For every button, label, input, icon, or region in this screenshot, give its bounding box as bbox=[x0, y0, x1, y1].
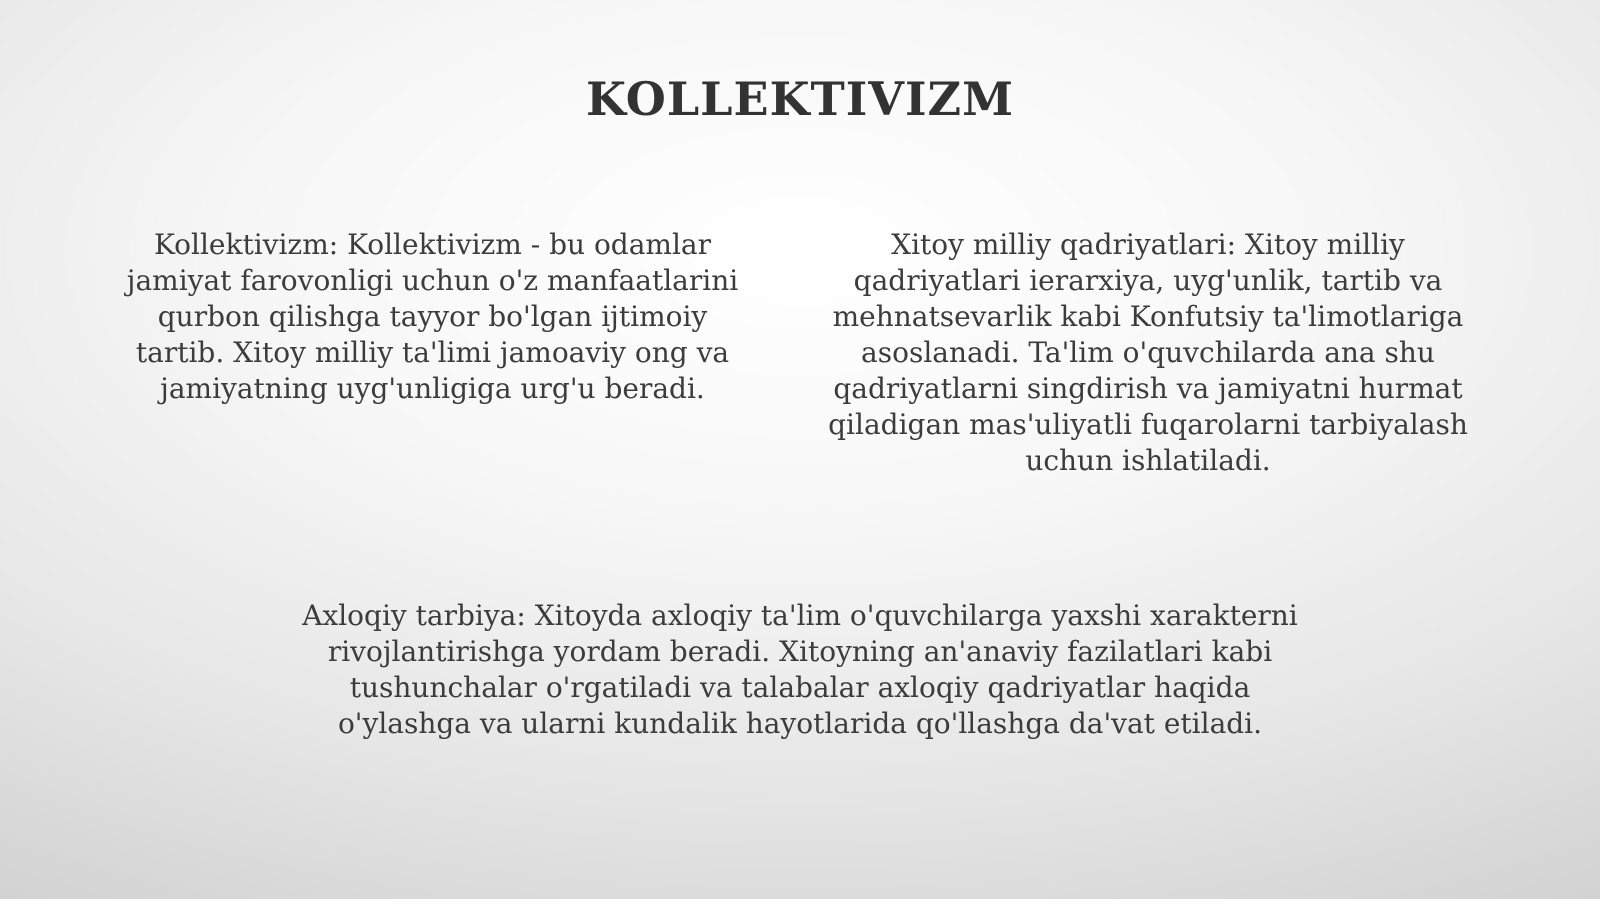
collectivism-text-block: Kollektivizm: Kollektivizm - bu odamlar jamiyat farovonligi uchun o'z manfaatlarini qurbon qilishga tayyor bo'lgan ijtimoiy tartib. Xitoy milliy ta'limi jamoaviy ong va jamiyatning uyg'unligiga urg'u beradi. bbox=[126, 228, 739, 405]
slide-title: KOLLEKTIVIZM bbox=[586, 72, 1014, 126]
moral-education-text-block: Axloqiy tarbiya: Xitoyda axloqiy ta'lim o'quvchilarga yaxshi xarakterni rivojlantirishga yordam beradi. Xitoyning an'anaviy fazilatlari kabi tushunchalar o'rgatiladi va talabalar axloqiy qadriyatlar haqida o'ylashga va ularni kundalik hayotlarida qo'llashga da'vat etiladi. bbox=[302, 599, 1298, 740]
national-values-text-block: Xitoy milliy qadriyatlari: Xitoy milliy qadriyatlari ierarxiya, uyg'unlik, tartib va mehnatsevarlik kabi Konfutsiy ta'limotlariga asoslanadi. Ta'lim o'quvchilarda ana shu qadriyatlarni singdirish va jamiyatni hurmat qiladigan mas'uliyatli fuqarolarni tarbiyalash uchun ishlatiladi. bbox=[828, 228, 1468, 477]
